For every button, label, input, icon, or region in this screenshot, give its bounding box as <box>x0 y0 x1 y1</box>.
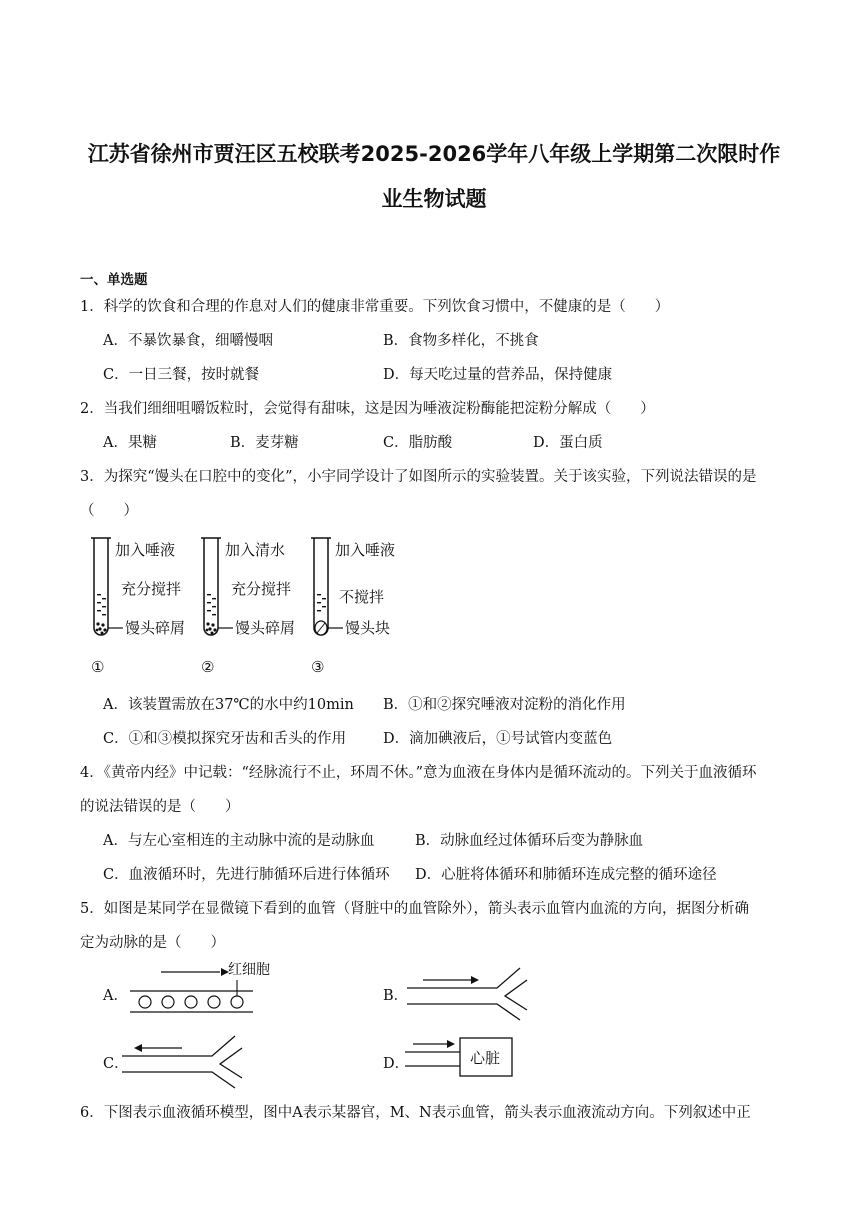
question-5-option-d-label: D． <box>383 1056 410 1072</box>
question-1-stem: 1．科学的饮食和合理的作息对人们的健康非常重要。下列饮食习惯中，不健康的是（ ） <box>80 299 670 315</box>
heart-label: 心脏 <box>470 1049 501 1067</box>
question-3-option-a: A．该装置需放在37℃的水中约10min <box>103 697 354 713</box>
question-2-option-d: D．蛋白质 <box>533 435 603 451</box>
tube-1-stir-label: 充分搅拌 <box>121 580 182 598</box>
vessel-diagram-a <box>125 958 270 1020</box>
question-3-option-b: B．①和②探究唾液对淀粉的消化作用 <box>383 697 626 713</box>
question-5-option-a-label: A． <box>103 988 128 1004</box>
document-title-line-2: 业生物试题 <box>381 187 487 211</box>
question-3-option-c: C．①和③模拟探究牙齿和舌头的作用 <box>103 731 347 747</box>
tube-2-add-label: 加入清水 <box>225 541 286 559</box>
question-2-option-c: C．脂肪酸 <box>383 435 453 451</box>
question-3-stem: 3．为探究“馒头在口腔中的变化”，小宇同学设计了如图所示的实验装置。关于该实验，下列说法错误的是 <box>80 469 757 485</box>
test-tube-3 <box>311 538 395 676</box>
question-4-option-c: C．血液循环时，先进行肺循环后进行体循环 <box>103 867 390 883</box>
question-4-option-a: A．与左心室相连的主动脉中流的是动脉血 <box>103 833 375 849</box>
tube-2-stir-label: 充分搅拌 <box>231 580 292 598</box>
question-5-option-c-label: C． <box>103 1056 129 1072</box>
tube-1-add-label: 加入唾液 <box>115 541 176 559</box>
question-2-option-b: B．麦芽糖 <box>230 435 299 451</box>
red-blood-cell-label: 红细胞 <box>228 962 270 978</box>
question-2-option-a: A．果糖 <box>103 435 157 451</box>
vessel-diagram-b <box>405 958 535 1022</box>
question-1-option-d: D．每天吃过量的营养品，保持健康 <box>383 367 613 383</box>
tube-3-add-label: 加入唾液 <box>335 541 396 559</box>
question-5-stem: 5．如图是某同学在显微镜下看到的血管（肾脏中的血管除外），箭头表示血管内血流的方向，据图分析确 <box>80 901 749 917</box>
tube-1-content-label: 馒头碎屑 <box>125 619 186 637</box>
question-1-option-a: A．不暴饮暴食，细嚼慢咽 <box>103 333 273 349</box>
tube-2-content-label: 馒头碎屑 <box>235 619 296 637</box>
question-4-stem: 4．《黄帝内经》中记载：“经脉流行不止，环周不休。”意为血液在身体内是循环流动的。下列关于血液循环 <box>80 765 757 781</box>
section-heading: 一、单选题 <box>80 272 148 288</box>
vessel-diagram-c <box>120 1026 255 1090</box>
question-5-option-b-label: B． <box>383 988 409 1004</box>
tube-3-stir-label: 不搅拌 <box>339 588 385 606</box>
tube-3-content-label: 馒头块 <box>345 619 391 637</box>
question-3-option-d: D．滴加碘液后，①号试管内变蓝色 <box>383 731 613 747</box>
question-5-stem-cont: 定为动脉的是（ ） <box>80 935 225 951</box>
question-2-stem: 2．当我们细细咀嚼饭粒时，会觉得有甜味，这是因为唾液淀粉酶能把淀粉分解成（ ） <box>80 401 655 417</box>
test-tube-2 <box>201 538 295 676</box>
question-4-stem-cont: 的说法错误的是（ ） <box>80 799 240 815</box>
question-1-option-b: B．食物多样化，不挑食 <box>383 333 539 349</box>
test-tube-figure <box>85 532 425 680</box>
document-title-line-1: 江苏省徐州市贾汪区五校联考2025-2026学年八年级上学期第二次限时作 <box>87 142 781 166</box>
tube-3-number: ③ <box>311 658 325 676</box>
vessel-diagram-d <box>403 1032 518 1080</box>
question-6-stem: 6．下图表示血液循环模型，图中A表示某器官，M、N表示血管，箭头表示血液流动方向。下列叙述中正 <box>80 1105 751 1121</box>
test-tube-1 <box>91 538 185 676</box>
question-4-option-b: B．动脉血经过体循环后变为静脉血 <box>415 833 644 849</box>
question-1-option-c: C．一日三餐，按时就餐 <box>103 367 260 383</box>
question-3-stem-cont: （ ） <box>80 503 138 519</box>
question-4-option-d: D．心脏将体循环和肺循环连成完整的循环途径 <box>415 867 717 883</box>
tube-2-number: ② <box>201 658 215 676</box>
tube-1-number: ① <box>91 658 105 676</box>
